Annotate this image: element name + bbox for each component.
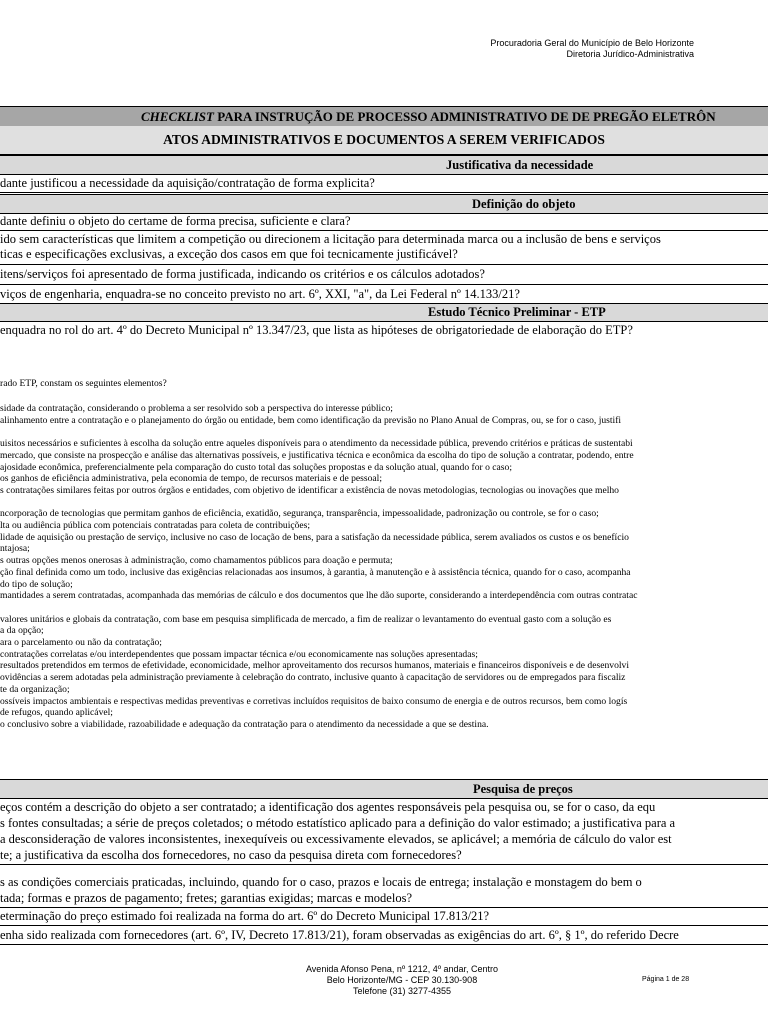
etp-element: a da opção;: [0, 625, 44, 637]
etp-element: ntajosa;: [0, 543, 30, 555]
checklist-item: dante justificou a necessidade da aquisição/contratação de forma explicita?: [0, 175, 768, 193]
etp-element: [0, 602, 768, 614]
page-number: Página 1 de 28: [642, 976, 690, 983]
etp-element: o conclusivo sobre a viabilidade, razoabilidade e adequação da contratação para o atendimento da necessidade a que se destina.: [0, 718, 489, 730]
etp-element: [0, 497, 768, 509]
etp-element: ção final definida como um todo, inclusive das exigências relacionadas aos insumos, à garantia, à manutenção e à assistência técnica, quando for o caso, acompanha: [0, 566, 631, 578]
etp-element: alinhamento entre a contratação e o planejamento do órgão ou entidade, bem como identificação da previsão no Plano Anual de Compras, ou, se for o caso, justifi: [0, 414, 622, 426]
etp-element: uisitos necessários e suficientes à escolha da solução entre aqueles disponíveis para o atendimento da necessidade pública, prevendo critérios e práticas de sustentabi: [0, 438, 633, 450]
etp-element: s outras opções menos onerosas à administração, como chamamentos públicos para doação e permuta;: [0, 555, 393, 567]
checklist-item: ido sem características que limitem a competição ou direcionem a licitação para determinada marca ou a inclusão de bens e serviços ticas e especificações exclusivas, a exceção dos casos em que foi tecnicamente justificável?: [0, 232, 768, 265]
etp-element: mercado, que consiste na prospecção e análise das alternativas possíveis, e justificativa técnica e econômica da escolha do tipo de solução a contratar, podendo, entre: [0, 449, 634, 461]
section-heading-justificativa: Justificativa da necessidade: [0, 155, 768, 175]
section-heading-precos: Pesquisa de preços: [0, 779, 768, 799]
etp-element: mantidades a serem contratadas, acompanhada das memórias de cálculo e dos documentos que lhe dão suporte, considerando a interdependência com outras contratac: [0, 590, 638, 602]
etp-elements-list: [0, 403, 768, 747]
page-header: [490, 38, 694, 60]
etp-element: ncorporação de tecnologias que permitam ganhos de eficiência, exatidão, segurança, transparência, impessoalidade, padronização ou controle, se for o caso;: [0, 508, 599, 520]
title-rest: PARA INSTRUÇÃO DE PROCESSO ADMINISTRATIVO DE DE PREGÃO ELETRÔN: [213, 109, 716, 124]
section-heading-etp: Estudo Técnico Preliminar - ETP: [0, 303, 768, 322]
etp-element: ossíveis impactos ambientais e respectivas medidas preventivas e corretivas incluídos requisitos de baixo consumo de energia e de outros recursos, bem como logís: [0, 695, 628, 707]
etp-element: contratações correlatas e/ou interdependentes que possam impactar técnica e/ou economicamente nas soluções apresentadas;: [0, 648, 478, 660]
footer-address: Avenida Afonso Pena, nº 1212, 4º andar, Centro: [305, 964, 499, 974]
checklist-item: eços contém a descrição do objeto a ser contratado; a identificação dos agentes responsáveis pela pesquisa ou, se for o caso, da equ s fontes consultadas; a série de preços coletados; o método estatístico aplicado para a definição do valor estimado; a justificativa para a a desconsideração de valores inconsistentes, inexequíveis ou excessivamente elevados, se aplicável; a memória de cálculo do valor est te; a justificativa da escolha dos fornecedores, no caso da pesquisa direta com fornecedores?: [0, 799, 768, 865]
etp-element: ovidências a serem adotadas pela administração previamente à celebração do contrato, inclusive quanto à capacitação de servidores ou de empregados para fiscaliz: [0, 672, 626, 684]
footer-city: Belo Horizonte/MG - CEP 30.130-908: [326, 975, 478, 985]
etp-element: de refugos, quando aplicável;: [0, 707, 113, 719]
header-dept: Diretoria Jurídico-Administrativa: [566, 49, 694, 59]
etp-element: lta ou audiência pública com potenciais contratadas para coleta de contribuições;: [0, 520, 311, 532]
etp-element: te da organização;: [0, 683, 70, 695]
title-italic: CHECKLIST: [141, 109, 214, 124]
etp-element: s contratações similares feitas por outros órgãos e entidades, com objetivo de identificar a existência de novas metodologias, tecnologias ou inovações que melho: [0, 484, 619, 496]
checklist-table: [0, 106, 768, 946]
section-heading-objeto: Definição do objeto: [0, 194, 768, 214]
header-org: Procuradoria Geral do Município de Belo Horizonte: [490, 38, 694, 48]
etp-element: do tipo de solução;: [0, 578, 73, 590]
checklist-item: eterminação do preço estimado foi realizada na forma do art. 6º do Decreto Municipal 17.813/21?: [0, 908, 768, 926]
footer-phone: Telefone (31) 3277-4355: [352, 986, 452, 996]
etp-element: sidade da contratação, considerando o problema a ser resolvido sob a perspectiva do interesse público;: [0, 403, 393, 414]
checklist-title: [0, 106, 768, 127]
checklist-item: itens/serviços foi apresentado de forma justificada, indicando os critérios e os cálculos adotados?: [0, 266, 768, 285]
checklist-item: dante definiu o objeto do certame de forma precisa, suficiente e clara?: [0, 213, 768, 231]
etp-element: ara o parcelamento ou não da contratação;: [0, 637, 162, 649]
checklist-item: s as condições comerciais praticadas, incluindo, quando for o caso, prazos e locais de entrega; instalação e monstagem do bem o tada; formas e prazos de pagamento; fretes; garantias exigidas; marcas e modelos?: [0, 874, 768, 908]
etp-element: ajosidade econômica, preferencialmente pela comparação do custo total das soluções propostas e da solução atual, quando for o caso;: [0, 461, 513, 473]
etp-element: lidade de aquisição ou prestação de serviço, inclusive no caso de locação de bens, para a satisfação da necessidade pública, serem avaliados os custos e os benefício: [0, 531, 629, 543]
etp-element: os ganhos de eficiência administrativa, pela economia de tempo, de recursos materiais e de pessoal;: [0, 473, 383, 485]
checklist-subtitle: ATOS ADMINISTRATIVOS E DOCUMENTOS A SEREM VERIFICADOS: [0, 126, 768, 155]
checklist-item: enha sido realizada com fornecedores (art. 6º, IV, Decreto 17.813/21), foram observadas as exigências do art. 6º, § 1º, do referido Decre: [0, 927, 768, 945]
etp-element: valores unitários e globais da contratação, com base em pesquisa simplificada de mercado, a fim de realizar o levantamento do eventual gasto com a solução es: [0, 613, 612, 625]
checklist-item: viços de engenharia, enquadra-se no conceito previsto no art. 6º, XXI, "a", da Lei Federal nº 14.133/21?: [0, 286, 768, 304]
etp-element: [0, 426, 768, 438]
etp-intro: rado ETP, constam os seguintes elementos?: [0, 378, 167, 389]
checklist-item: enquadra no rol do art. 4º do Decreto Municipal nº 13.347/23, que lista as hipóteses de obrigatoriedade de elaboração do ETP?: [0, 323, 633, 337]
etp-element: resultados pretendidos em termos de efetividade, economicidade, melhor aproveitamento dos recursos humanos, materiais e financeiros disponíveis e de desenvolvi: [0, 660, 629, 672]
